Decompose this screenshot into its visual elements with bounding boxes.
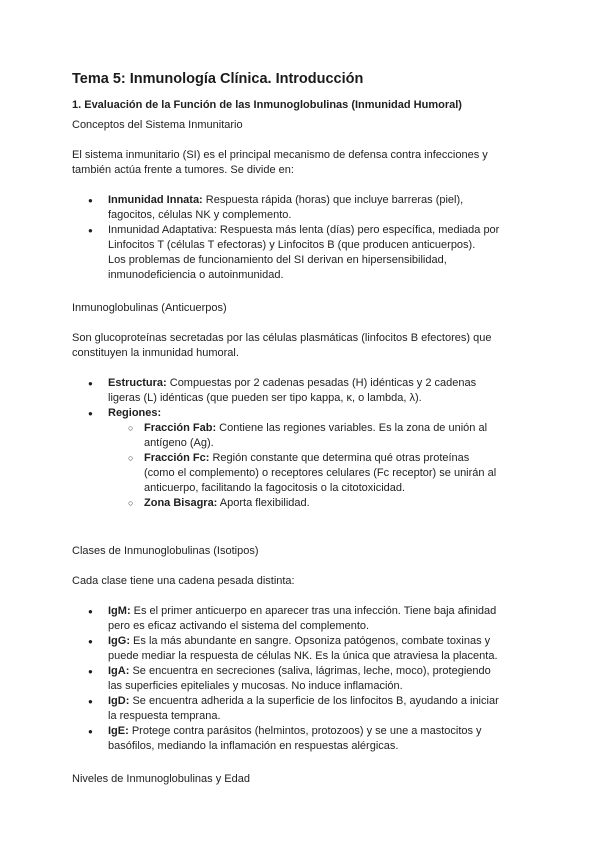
clases-label: Clases de Inmunoglobulinas (Isotipos) bbox=[72, 545, 259, 557]
niveles-label: Niveles de Inmunoglobulinas y Edad bbox=[72, 773, 250, 785]
innata-description: Respuesta rápida (horas) que incluye barreras (piel), fagocitos, células NK y complemento. bbox=[108, 194, 464, 221]
list-item-adaptativa bbox=[72, 223, 502, 283]
bisagra-term: Zona Bisagra: bbox=[144, 497, 218, 509]
anticuerpos-intro-paragraph: Son glucoproteínas secretadas por las células plasmáticas (linfocitos B efectores) que constituyen la inmunidad humoral. bbox=[72, 332, 492, 359]
igg-description: Es la más abundante en sangre. Opsoniza patógenos, combate toxinas y puede mediar la respuesta de células NK. Es la única que atraviesa la placenta. bbox=[108, 635, 498, 662]
igd-description: Se encuentra adherida a la superficie de los linfocitos B, ayudando a iniciar la respuesta temprana. bbox=[108, 695, 499, 722]
regiones-term: Regiones: bbox=[108, 407, 162, 419]
ige-description: Protege contra parásitos (helmintos, protozoos) y se une a mastocitos y basófilos, mediando la inflamación en respuestas alérgicas. bbox=[108, 725, 482, 752]
fab-term: Fracción Fab: bbox=[144, 422, 217, 434]
list-item-igg bbox=[72, 634, 502, 664]
estructura-term: Estructura: bbox=[108, 377, 167, 389]
document-content bbox=[72, 70, 502, 787]
conceptos-label: Conceptos del Sistema Inmunitario bbox=[72, 119, 243, 131]
problemas-description: Los problemas de funcionamiento del SI derivan en hipersensibilidad, inmunodeficiencia o autoinmunidad. bbox=[108, 254, 447, 281]
igm-term: IgM: bbox=[108, 605, 131, 617]
bisagra-description: Aporta flexibilidad. bbox=[217, 497, 310, 509]
list-item-igm bbox=[72, 604, 502, 634]
fc-description: Región constante que determina qué otras proteínas (como el complemento) o receptores celulares (Fc receptor) se unirán al anticuerpo, facilitando la fagocitosis o la citotoxicidad. bbox=[144, 452, 497, 494]
anticuerpos-list bbox=[72, 376, 502, 511]
igd-term: IgD: bbox=[108, 695, 130, 707]
page-title: Tema 5: Inmunología Clínica. Introducción bbox=[72, 71, 364, 87]
list-item-ige bbox=[72, 724, 502, 754]
anticuerpos-label: Inmunoglobulinas (Anticuerpos) bbox=[72, 302, 227, 314]
estructura-description: Compuestas por 2 cadenas pesadas (H) idénticas y 2 cadenas ligeras (L) idénticas (que pueden ser tipo kappa, κ, o lambda, λ). bbox=[108, 377, 477, 404]
adaptativa-description: Inmunidad Adaptativa: Respuesta más lenta (días) pero específica, mediada por Linfocitos T (células T efectoras) y Linfocitos B (que producen anticuerpos). bbox=[108, 224, 500, 251]
ige-term: IgE: bbox=[108, 725, 129, 737]
igm-description: Es el primer anticuerpo en aparecer tras una infección. Tiene baja afinidad pero es eficaz activando el sistema del complemento. bbox=[108, 605, 497, 632]
isotipos-list bbox=[72, 604, 502, 754]
list-item-estructura bbox=[72, 376, 502, 406]
clases-intro-paragraph: Cada clase tiene una cadena pesada distinta: bbox=[72, 575, 295, 587]
list-item-fc bbox=[108, 451, 502, 496]
igg-term: IgG: bbox=[108, 635, 130, 647]
list-item-fab bbox=[108, 421, 502, 451]
list-item-bisagra bbox=[108, 496, 502, 511]
iga-description: Se encuentra en secreciones (saliva, lágrimas, leche, moco), protegiendo las superficies epiteliales y mucosas. No induce inflamación. bbox=[108, 665, 491, 692]
si-types-list bbox=[72, 193, 502, 283]
innata-term: Inmunidad Innata: bbox=[108, 194, 203, 206]
list-item-igd bbox=[72, 694, 502, 724]
regiones-sublist bbox=[108, 421, 502, 511]
fc-term: Fracción Fc: bbox=[144, 452, 210, 464]
list-item-innata bbox=[72, 193, 502, 223]
section-heading-evaluacion: 1. Evaluación de la Función de las Inmunoglobulinas (Inmunidad Humoral) bbox=[72, 99, 462, 111]
si-intro-paragraph: El sistema inmunitario (SI) es el principal mecanismo de defensa contra infecciones y también actúa frente a tumores. Se divide en: bbox=[72, 149, 488, 176]
list-item-iga bbox=[72, 664, 502, 694]
fab-description: Contiene las regiones variables. Es la zona de unión al antígeno (Ag). bbox=[144, 422, 488, 449]
list-item-regiones bbox=[72, 406, 502, 511]
iga-term: IgA: bbox=[108, 665, 130, 677]
